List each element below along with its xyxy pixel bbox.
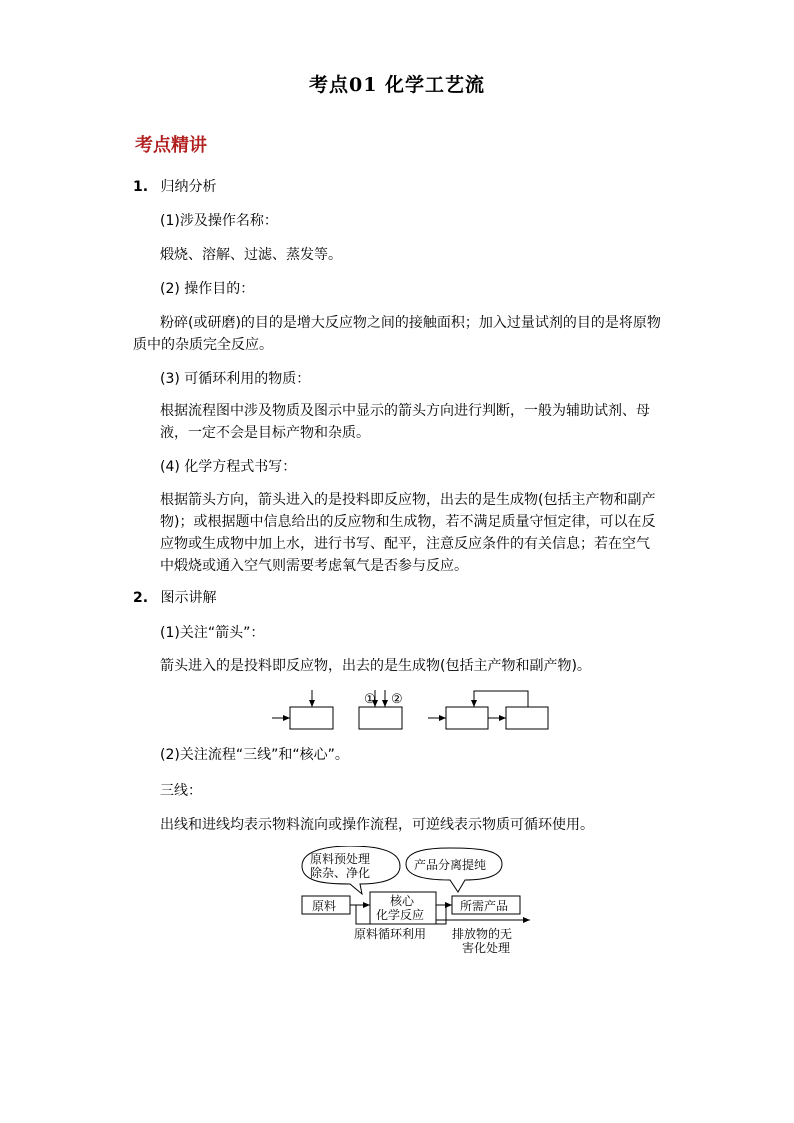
mark-1: ① (364, 692, 376, 707)
item4-text: 根据箭头方向，箭头进入的是投料即反应物，出去的是生成物(包括主产物和副产物)；或根据题中信息给出的反应物和生成物，若不满足质量守恒定律，可以在反应物或生成物中加上水，进行书写、配平，注意反应条件的有关信息；若在空气中煅烧或通入空气则需要考虑氧气是否参与反应。 (160, 492, 656, 574)
sanxian-label: 三线： (160, 783, 202, 799)
raw-material-text: 原料 (312, 899, 337, 913)
arrow-example-1 (272, 690, 333, 729)
separation-text: 产品分离提纯 (414, 858, 487, 872)
part2-number: 2. (133, 590, 149, 606)
item1-text: 煅烧、溶解、过滤、蒸发等。 (160, 247, 342, 263)
mark-2: ② (391, 692, 403, 707)
part1-heading (133, 176, 217, 198)
part1-number: 1. (133, 179, 149, 195)
pretreatment-line2: 除杂、净化 (310, 866, 371, 880)
product-text: 所需产品 (460, 899, 509, 913)
arrow-example-2 (359, 690, 403, 729)
item3-label: (3) 可循环利用的物质： (160, 371, 311, 387)
core-line2: 化学反应 (376, 908, 425, 922)
sub2-label: (2)关注流程“三线”和“核心”。 (160, 747, 349, 763)
item1-label: (1)涉及操作名称： (160, 213, 278, 229)
core-reaction-box (370, 892, 436, 924)
separation-bubble (406, 848, 502, 892)
pretreatment-line1: 原料预处理 (310, 852, 371, 866)
item4-label: (4) 化学方程式书写： (160, 459, 297, 475)
raw-material-box (302, 896, 350, 914)
recycle-label: 原料循环利用 (354, 927, 427, 941)
sub1-label: (1)关注“箭头”： (160, 625, 265, 641)
part2-heading (133, 587, 217, 609)
waste-label-line2: 害化处理 (462, 941, 511, 954)
core-line1: 核心 (390, 894, 415, 908)
arrow-diagram (260, 686, 560, 734)
waste-label-line1: 排放物的无 (452, 927, 513, 941)
arrow-example-3 (428, 691, 548, 729)
pretreatment-bubble (302, 846, 400, 894)
part2-heading-text: 图示讲解 (160, 590, 217, 606)
sanxian-text: 出线和进线均表示物料流向或操作流程，可逆线表示物质可循环使用。 (160, 817, 594, 833)
sub1-text: 箭头进入的是投料即反应物，出去的是生成物(包括主产物和副产物)。 (160, 658, 591, 674)
item2-label: (2) 操作目的： (160, 281, 255, 297)
page-title: 考点01 化学工艺流 (308, 74, 486, 96)
item3-text: 根据流程图中涉及物质及图示中显示的箭头方向进行判断，一般为辅助试剂、母液，一定不会是目标产物和杂质。 (160, 403, 650, 441)
item2-text: 粉碎(或研磨)的目的是增大反应物之间的接触面积；加入过量试剂的目的是将原物质中的杂质完全反应。 (133, 315, 661, 353)
product-box (452, 896, 520, 914)
part1-heading-text: 归纳分析 (160, 179, 217, 195)
section-title: 考点精讲 (135, 135, 207, 156)
process-flow-diagram (290, 846, 540, 954)
